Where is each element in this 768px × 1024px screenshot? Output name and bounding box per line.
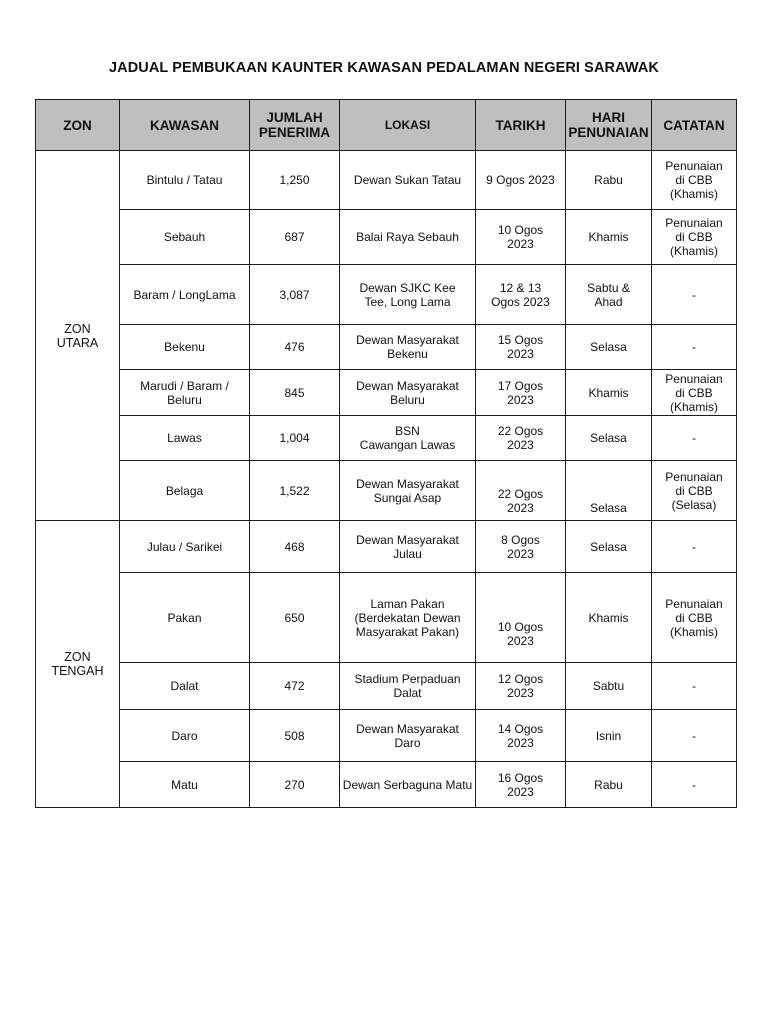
cell-catatan: Penunaian di CBB (Selasa) <box>652 461 737 521</box>
table-row <box>36 416 737 461</box>
cell-jumlah: 845 <box>250 370 340 416</box>
cell-kawasan: Matu <box>120 762 250 808</box>
cell-kawasan: Daro <box>120 710 250 762</box>
cell-jumlah: 3,087 <box>250 265 340 325</box>
cell-kawasan: Sebauh <box>120 210 250 265</box>
header-row <box>36 100 737 151</box>
cell-lokasi: Balai Raya Sebauh <box>340 210 476 265</box>
cell-catatan: Penunaian di CBB (Khamis) <box>652 210 737 265</box>
cell-catatan: - <box>652 325 737 370</box>
cell-kawasan: Lawas <box>120 416 250 461</box>
cell-hari: Rabu <box>566 762 652 808</box>
cell-hari: Selasa <box>566 461 652 521</box>
zone-cell: ZON UTARA <box>36 151 120 521</box>
table-row <box>36 461 737 521</box>
table-row <box>36 151 737 210</box>
cell-tarikh: 22 Ogos 2023 <box>476 461 566 521</box>
cell-catatan: Penunaian di CBB (Khamis) <box>652 370 737 416</box>
cell-lokasi: Dewan Sukan Tatau <box>340 151 476 210</box>
cell-catatan: - <box>652 663 737 710</box>
cell-jumlah: 1,004 <box>250 416 340 461</box>
table-row <box>36 265 737 325</box>
cell-lokasi: Dewan Serbaguna Matu <box>340 762 476 808</box>
cell-tarikh: 12 Ogos 2023 <box>476 663 566 710</box>
cell-jumlah: 476 <box>250 325 340 370</box>
cell-tarikh: 16 Ogos 2023 <box>476 762 566 808</box>
cell-lokasi: Dewan Masyarakat Julau <box>340 521 476 573</box>
cell-catatan: - <box>652 265 737 325</box>
cell-lokasi: Dewan SJKC Kee Tee, Long Lama <box>340 265 476 325</box>
cell-tarikh: 10 Ogos 2023 <box>476 210 566 265</box>
schedule-table <box>35 99 737 808</box>
header-zon: ZON <box>36 100 120 151</box>
header-hari: HARI PENUNAIAN <box>566 100 652 151</box>
table-row <box>36 521 737 573</box>
page-title: JADUAL PEMBUKAAN KAUNTER KAWASAN PEDALAMAN NEGERI SARAWAK <box>108 60 659 76</box>
cell-jumlah: 508 <box>250 710 340 762</box>
cell-lokasi: Dewan Masyarakat Daro <box>340 710 476 762</box>
table-row <box>36 762 737 808</box>
cell-tarikh: 12 & 13 Ogos 2023 <box>476 265 566 325</box>
cell-catatan: Penunaian di CBB (Khamis) <box>652 151 737 210</box>
cell-jumlah: 1,522 <box>250 461 340 521</box>
cell-lokasi: Laman Pakan (Berdekatan Dewan Masyarakat Pakan) <box>340 573 476 663</box>
cell-jumlah: 650 <box>250 573 340 663</box>
cell-lokasi: Dewan Masyarakat Bekenu <box>340 325 476 370</box>
cell-catatan: Penunaian di CBB (Khamis) <box>652 573 737 663</box>
cell-tarikh: 17 Ogos 2023 <box>476 370 566 416</box>
cell-tarikh: 14 Ogos 2023 <box>476 710 566 762</box>
table-row <box>36 573 737 663</box>
cell-hari: Sabtu & Ahad <box>566 265 652 325</box>
table-row <box>36 210 737 265</box>
cell-catatan: - <box>652 521 737 573</box>
table-row <box>36 710 737 762</box>
cell-kawasan: Baram / LongLama <box>120 265 250 325</box>
header-catatan: CATATAN <box>652 100 737 151</box>
cell-catatan: - <box>652 710 737 762</box>
cell-tarikh: 10 Ogos 2023 <box>476 573 566 663</box>
header-jumlah: JUMLAH PENERIMA <box>250 100 340 151</box>
cell-hari: Selasa <box>566 521 652 573</box>
table-row <box>36 370 737 416</box>
cell-kawasan: Dalat <box>120 663 250 710</box>
cell-jumlah: 687 <box>250 210 340 265</box>
cell-hari: Khamis <box>566 573 652 663</box>
zone-cell: ZON TENGAH <box>36 521 120 808</box>
cell-tarikh: 8 Ogos 2023 <box>476 521 566 573</box>
cell-jumlah: 472 <box>250 663 340 710</box>
cell-jumlah: 1,250 <box>250 151 340 210</box>
cell-hari: Selasa <box>566 416 652 461</box>
header-lokasi: LOKASI <box>340 100 476 151</box>
cell-hari: Sabtu <box>566 663 652 710</box>
cell-tarikh: 22 Ogos 2023 <box>476 416 566 461</box>
cell-hari: Isnin <box>566 710 652 762</box>
cell-jumlah: 270 <box>250 762 340 808</box>
cell-catatan: - <box>652 416 737 461</box>
cell-kawasan: Bekenu <box>120 325 250 370</box>
cell-kawasan: Belaga <box>120 461 250 521</box>
cell-hari: Selasa <box>566 325 652 370</box>
cell-hari: Khamis <box>566 210 652 265</box>
cell-tarikh: 9 Ogos 2023 <box>476 151 566 210</box>
cell-kawasan: Bintulu / Tatau <box>120 151 250 210</box>
table-row <box>36 325 737 370</box>
cell-hari: Rabu <box>566 151 652 210</box>
cell-lokasi: Stadium Perpaduan Dalat <box>340 663 476 710</box>
cell-kawasan: Marudi / Baram / Beluru <box>120 370 250 416</box>
cell-kawasan: Pakan <box>120 573 250 663</box>
cell-tarikh: 15 Ogos 2023 <box>476 325 566 370</box>
cell-lokasi: BSN Cawangan Lawas <box>340 416 476 461</box>
cell-hari: Khamis <box>566 370 652 416</box>
header-kawasan: KAWASAN <box>120 100 250 151</box>
header-tarikh: TARIKH <box>476 100 566 151</box>
cell-catatan: - <box>652 762 737 808</box>
cell-lokasi: Dewan Masyarakat Sungai Asap <box>340 461 476 521</box>
cell-kawasan: Julau / Sarikei <box>120 521 250 573</box>
table-row <box>36 663 737 710</box>
cell-jumlah: 468 <box>250 521 340 573</box>
cell-lokasi: Dewan Masyarakat Beluru <box>340 370 476 416</box>
